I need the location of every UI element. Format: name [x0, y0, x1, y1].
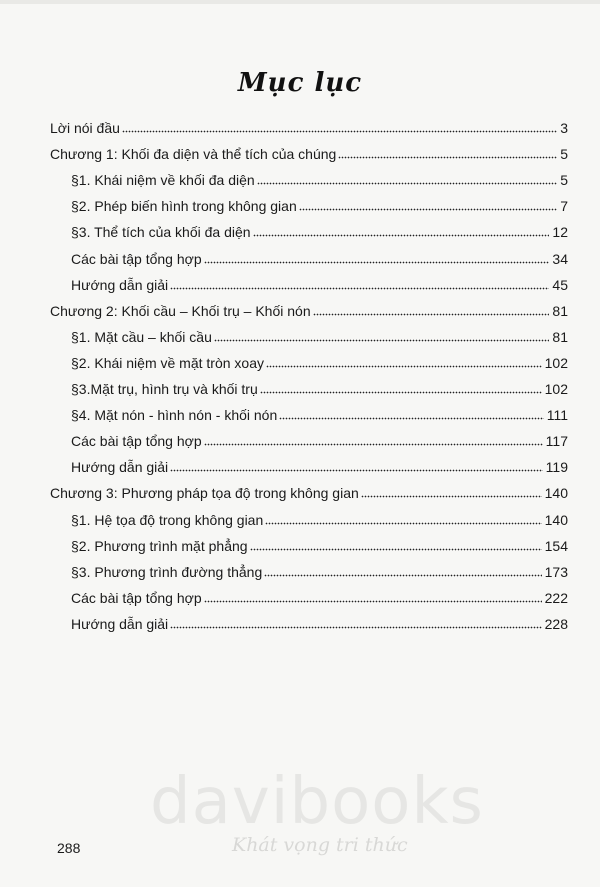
toc-entry-label: Hướng dẫn giải — [71, 616, 169, 632]
toc-entry-label: §3.Mặt trụ, hình trụ và khối trụ — [71, 381, 258, 397]
toc-dot-leader — [214, 339, 550, 342]
toc-entry — [71, 508, 568, 528]
toc-entry-page: 119 — [545, 459, 568, 475]
toc-dot-leader — [170, 287, 549, 290]
watermark-tagline: Khát vọng tri thức — [232, 834, 408, 856]
toc-entry-page: 5 — [560, 146, 568, 162]
toc-entry — [71, 168, 568, 188]
toc-entry-page: 45 — [552, 277, 568, 293]
toc-entry — [71, 194, 568, 214]
toc-dot-leader — [122, 130, 557, 133]
toc-entry — [50, 142, 568, 162]
toc-entry-page: 7 — [560, 198, 568, 214]
toc-dot-leader — [279, 417, 543, 420]
page-number: 288 — [57, 840, 81, 856]
toc-dot-leader — [264, 574, 541, 577]
toc-entry-label: §1. Hệ tọa độ trong không gian — [71, 512, 264, 528]
toc-entry-label: §1. Khái niệm về khối đa diện — [71, 172, 255, 188]
toc-entry — [71, 325, 568, 345]
toc-entry — [71, 429, 568, 449]
toc-entry — [71, 351, 568, 371]
toc-entry-label: §3. Thể tích của khối đa diện — [71, 224, 251, 240]
toc-entry-page: 5 — [560, 172, 568, 188]
toc-entry — [71, 377, 568, 397]
toc-entry — [71, 220, 568, 240]
toc-dot-leader — [265, 522, 541, 525]
toc-dot-leader — [361, 495, 542, 498]
toc-entry-page: 81 — [552, 329, 568, 345]
toc-entry-label: Chương 1: Khối đa diện và thể tích của chúng — [50, 146, 337, 162]
toc-entry-page: 140 — [544, 485, 568, 501]
toc-entry-page: 173 — [544, 564, 568, 580]
toc-dot-leader — [338, 156, 557, 159]
toc-entry — [50, 116, 568, 136]
toc-entry-page: 102 — [544, 355, 568, 371]
toc-entry-page: 154 — [544, 538, 568, 554]
toc-dot-leader — [253, 234, 550, 237]
toc-entry — [50, 299, 568, 319]
toc-dot-leader — [257, 182, 558, 185]
toc-entry-label: Chương 2: Khối cầu – Khối trụ – Khối nón — [50, 303, 311, 319]
toc-entry-label: §2. Phép biến hình trong không gian — [71, 198, 297, 214]
toc-dot-leader — [204, 600, 542, 603]
toc-dot-leader — [266, 365, 542, 368]
toc-entry-page: 81 — [552, 303, 568, 319]
toc-entry-label: Chương 3: Phương pháp tọa độ trong không gian — [50, 485, 359, 501]
toc-entry-label: §2. Phương trình mặt phẳng — [71, 538, 248, 554]
toc-entry-label: §1. Mặt cầu – khối cầu — [71, 329, 212, 345]
toc-entry-page: 3 — [560, 120, 568, 136]
toc-dot-leader — [204, 443, 543, 446]
toc-entry — [71, 612, 568, 632]
toc-dot-leader — [313, 313, 550, 316]
toc-entry-label: §2. Khái niệm về mặt tròn xoay — [71, 355, 264, 371]
toc-entry — [71, 560, 568, 580]
toc-entry-label: Hướng dẫn giải — [71, 277, 169, 293]
toc-entry-label: Các bài tập tổng hợp — [71, 251, 202, 267]
toc-entry — [71, 534, 568, 554]
toc-entry — [71, 403, 568, 423]
toc-entry-label: Các bài tập tổng hợp — [71, 433, 202, 449]
page-title: Mục lục — [237, 68, 363, 98]
toc-entry-page: 140 — [544, 512, 568, 528]
toc-entry — [71, 586, 568, 606]
toc-entry-label: Hướng dẫn giải — [71, 459, 169, 475]
toc-entry-page: 117 — [545, 433, 568, 449]
toc-dot-leader — [204, 261, 550, 264]
toc-entry-page: 12 — [552, 224, 568, 240]
toc-dot-leader — [250, 548, 542, 551]
toc-entry — [71, 455, 568, 475]
toc-dot-leader — [260, 391, 542, 394]
watermark-brand: davibooks — [150, 765, 484, 839]
toc-entry-page: 222 — [544, 590, 568, 606]
toc-entry-label: §4. Mặt nón - hình nón - khối nón — [71, 407, 278, 423]
toc-dot-leader — [170, 469, 543, 472]
toc-entry — [71, 247, 568, 267]
toc-entry-page: 228 — [544, 616, 568, 632]
toc-entry-label: Lời nói đầu — [50, 120, 120, 136]
toc-entry — [71, 273, 568, 293]
toc-entry-page: 102 — [544, 381, 568, 397]
toc-entry-page: 111 — [546, 407, 568, 423]
toc-entry-page: 34 — [552, 251, 568, 267]
toc-entry-label: §3. Phương trình đường thẳng — [71, 564, 263, 580]
toc-dot-leader — [170, 626, 541, 629]
toc-dot-leader — [299, 208, 557, 211]
toc-entry-label: Các bài tập tổng hợp — [71, 590, 202, 606]
toc-entry — [50, 481, 568, 501]
